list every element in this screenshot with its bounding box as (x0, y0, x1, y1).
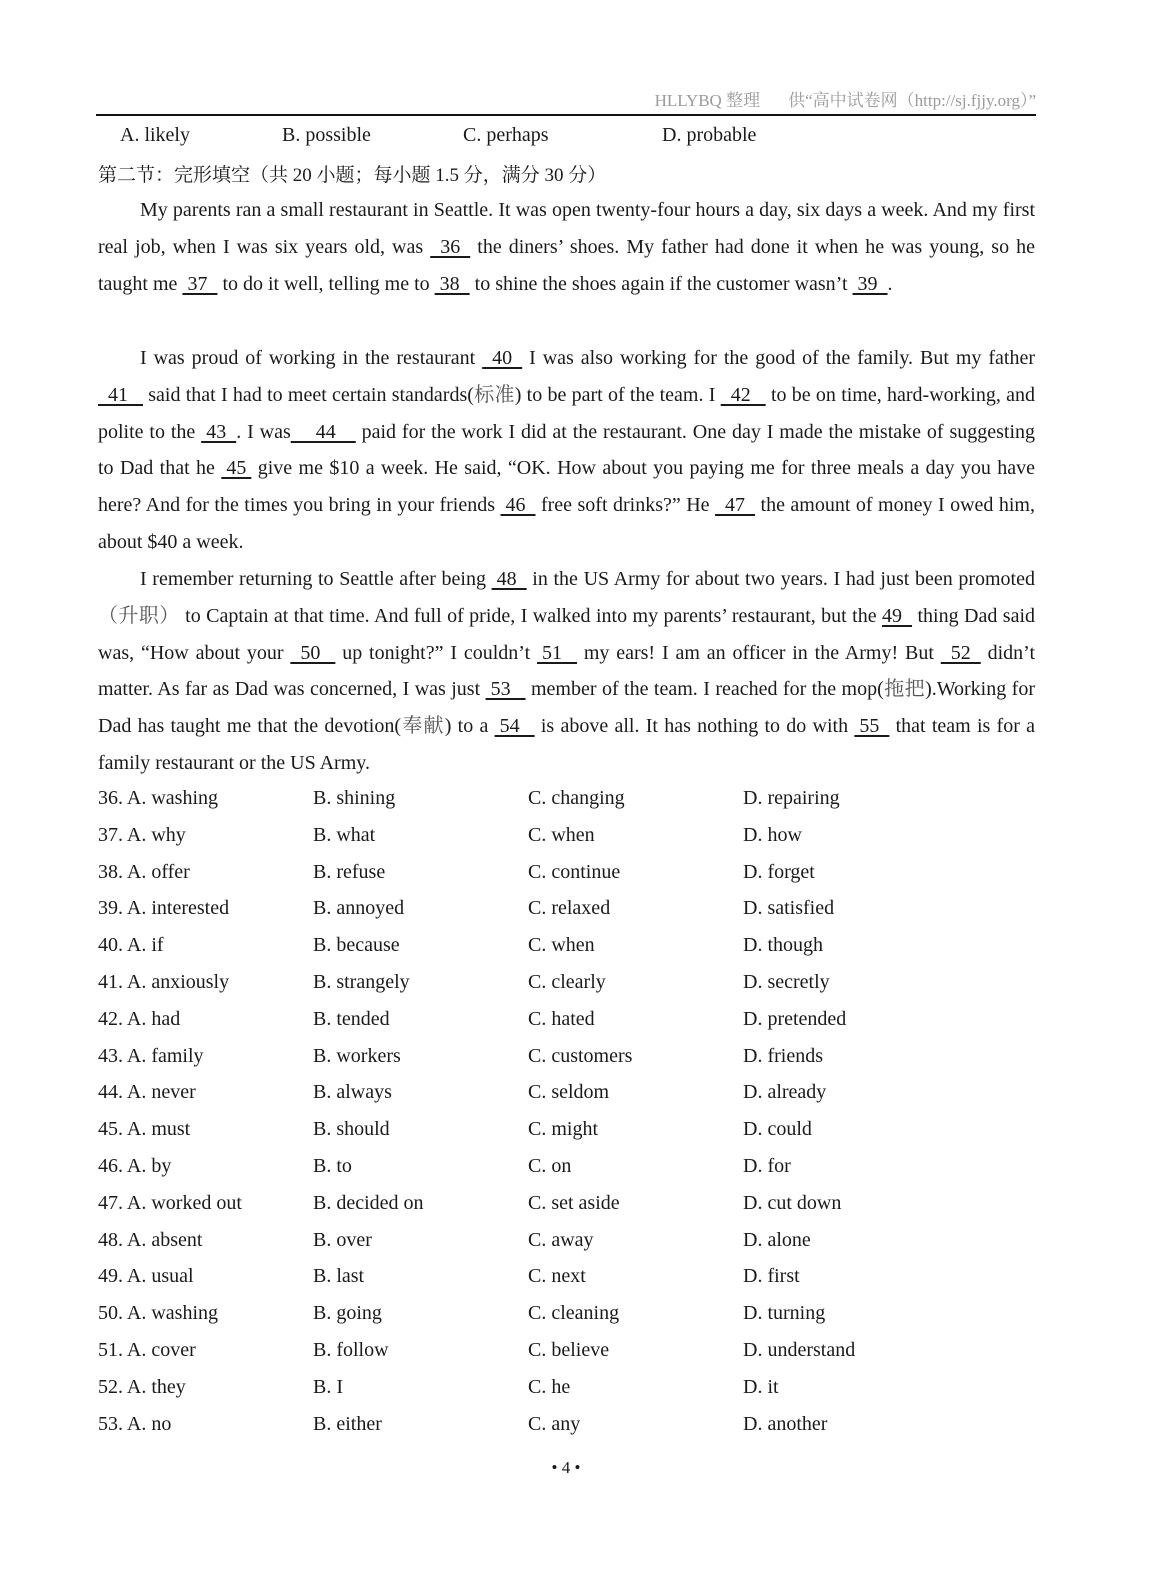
option-b: B. to (313, 1155, 352, 1177)
blank-42: 42 (720, 383, 766, 406)
passage-paragraph-3: I remember returning to Seattle after being 48 in the US Army for about two years. I had just been promoted（升职） to Captain at that time. And full of pride, I walked into my parents’ restaurant, but the 49 thing Dad said was, “How about your 50 up tonight?” I couldn’t 51 my ears! I am an officer in the Army! But 52 didn’t matter. As far as Dad was concerned, I was just 53 member of the team. I reached for the mop(拖把).Working for Dad has taught me that the devotion(奉献) to a 54 is above all. It has nothing to do with 55 that team is for a family restaurant or the US Army. (98, 561, 1035, 782)
passage-paragraph-1: My parents ran a small restaurant in Seattle. It was open twenty-four hours a day, six days a week. And my first real job, when I was six years old, was 36 the diners’ shoes. My father had done it when he was young, so he taught me 37 to do it well, telling me to 38 to shine the shoes again if the customer wasn’t 39 . (98, 192, 1035, 302)
question-row (98, 1081, 998, 1111)
option-d: D. it (743, 1375, 779, 1398)
blank-53: 53 (485, 678, 526, 701)
option-d: D. alone (743, 1228, 811, 1251)
option-d: D. forget (743, 860, 815, 883)
question-number-option-a: 44. A. never (98, 1081, 196, 1104)
option-b: B. either (313, 1412, 382, 1435)
previous-question-options (120, 124, 1020, 152)
question-row (98, 1229, 998, 1259)
question-number-option-a: 43. A. family (98, 1044, 204, 1067)
question-row (98, 1008, 998, 1038)
question-number-option-a: 52. A. they (98, 1375, 186, 1398)
question-row (98, 934, 998, 964)
blank-44: 44 (290, 420, 356, 443)
option-b: B. possible (282, 124, 371, 146)
blank-51: 51 (536, 641, 577, 664)
option-c: C. hated (528, 1007, 595, 1030)
option-b: B. what (313, 823, 376, 846)
option-b: B. I (313, 1375, 343, 1398)
question-number-option-a: 37. A. why (98, 823, 186, 846)
option-d: D. friends (743, 1044, 823, 1067)
blank-43: 43 (201, 420, 237, 443)
page-number: • 4 • (551, 1458, 581, 1477)
option-b: B. decided on (313, 1191, 424, 1214)
question-number-option-a: 51. A. cover (98, 1339, 196, 1361)
option-d: D. secretly (743, 971, 830, 993)
blank-37: 37 (182, 272, 218, 295)
option-b: B. annoyed (313, 897, 405, 920)
option-d: D. another (743, 1412, 828, 1435)
option-c: C. away (528, 1228, 594, 1251)
question-row (98, 824, 998, 854)
option-c: C. any (528, 1412, 581, 1435)
option-b: B. over (313, 1228, 372, 1251)
option-d: D. first (743, 1265, 800, 1288)
option-c: C. perhaps (463, 124, 549, 146)
question-number-option-a: 46. A. by (98, 1155, 172, 1177)
option-c: C. he (528, 1375, 571, 1398)
blank-40: 40 (482, 347, 523, 369)
question-number-option-a: 41. A. anxiously (98, 971, 230, 993)
option-b: B. always (313, 1081, 392, 1104)
passage-paragraph-2: I was proud of working in the restaurant 40 I was also working for the good of the family. But my father 41 said that I had to meet certain standards(标准) to be part of the team. I 42 to be on time, hard-working, and polite to the 43 . I was 44 paid for the work I did at the restaurant. One day I made the mistake of suggesting to Dad that he 45 give me $10 a week. He said, “OK. How about you paying me for three meals a day you have here? And for the times you bring in your friends 46 free soft drinks?” He 47 the amount of money I owed him, about $40 a week. (98, 340, 1035, 561)
question-number-option-a: 40. A. if (98, 934, 164, 957)
option-c: C. might (528, 1118, 599, 1141)
option-c: C. seldom (528, 1081, 610, 1104)
option-d: D. for (743, 1155, 791, 1177)
option-c: C. believe (528, 1339, 610, 1361)
question-row (98, 1413, 998, 1443)
question-row (98, 1265, 998, 1295)
option-c: C. on (528, 1155, 572, 1177)
blank-47: 47 (715, 494, 756, 517)
blank-55: 55 (854, 715, 890, 738)
option-d: D. could (743, 1118, 812, 1141)
option-d: D. how (743, 823, 802, 846)
option-b: B. strangely (313, 971, 410, 993)
option-c: C. set aside (528, 1191, 620, 1214)
question-number-option-a: 49. A. usual (98, 1265, 194, 1288)
blank-49: 49 (882, 604, 913, 627)
section-title: 第二节：完形填空（共 20 小题；每小题 1.5 分，满分 30 分） (98, 165, 607, 186)
question-row (98, 1155, 998, 1185)
question-number-option-a: 47. A. worked out (98, 1191, 242, 1214)
option-b: B. workers (313, 1044, 401, 1067)
blank-54: 54 (494, 715, 535, 738)
option-c: C. cleaning (528, 1302, 620, 1325)
option-d: D. satisfied (743, 897, 835, 920)
option-d: D. repairing (743, 787, 840, 809)
option-b: B. because (313, 934, 400, 957)
question-row (98, 897, 998, 927)
blank-45: 45 (221, 457, 252, 480)
blank-41: 41 (98, 383, 143, 406)
question-number-option-a: 38. A. offer (98, 860, 190, 883)
option-d: D. turning (743, 1302, 826, 1325)
question-row (98, 861, 998, 891)
option-b: B. tended (313, 1007, 390, 1030)
option-b: B. refuse (313, 860, 386, 883)
header-compiler: HLLYBQ 整理 (654, 91, 761, 110)
option-c: C. clearly (528, 971, 606, 993)
question-number-option-a: 50. A. washing (98, 1302, 218, 1325)
option-b: B. shining (313, 787, 396, 809)
option-c: C. next (528, 1265, 586, 1288)
question-row (98, 1118, 998, 1148)
option-d: D. though (743, 934, 823, 957)
blank-38: 38 (434, 272, 470, 295)
blank-50: 50 (290, 641, 336, 664)
blank-36: 36 (430, 235, 471, 258)
question-number-option-a: 39. A. interested (98, 897, 230, 920)
option-c: C. when (528, 934, 595, 957)
option-b: B. follow (313, 1339, 389, 1361)
option-b: B. last (313, 1265, 365, 1288)
blank-52: 52 (940, 641, 981, 664)
option-c: C. when (528, 823, 595, 846)
question-number-option-a: 45. A. must (98, 1118, 191, 1141)
option-c: C. relaxed (528, 897, 611, 920)
option-b: B. going (313, 1302, 382, 1325)
question-row (98, 787, 998, 817)
option-d: D. already (743, 1081, 827, 1104)
option-c: C. customers (528, 1044, 633, 1067)
header-source: 供“高中试卷网（http://sj.fjjy.org）” (788, 91, 1036, 110)
question-row (98, 1339, 998, 1369)
question-number-option-a: 36. A. washing (98, 787, 218, 809)
option-d: D. pretended (743, 1007, 847, 1030)
blank-48: 48 (491, 568, 527, 590)
question-number-option-a: 48. A. absent (98, 1228, 203, 1251)
question-number-option-a: 53. A. no (98, 1412, 172, 1435)
option-a: A. likely (120, 124, 190, 146)
option-d: D. understand (743, 1339, 856, 1361)
page-header (96, 86, 1036, 116)
question-row (98, 971, 998, 1001)
option-c: C. continue (528, 860, 621, 883)
option-b: B. should (313, 1118, 390, 1141)
question-row (98, 1376, 998, 1406)
option-d: D. cut down (743, 1191, 842, 1214)
blank-39: 39 (852, 272, 888, 295)
question-number-option-a: 42. A. had (98, 1007, 181, 1030)
blank-46: 46 (500, 494, 536, 517)
question-row (98, 1192, 998, 1222)
option-d: D. probable (662, 124, 757, 146)
option-c: C. changing (528, 787, 625, 809)
question-row (98, 1302, 998, 1332)
question-row (98, 1045, 998, 1075)
